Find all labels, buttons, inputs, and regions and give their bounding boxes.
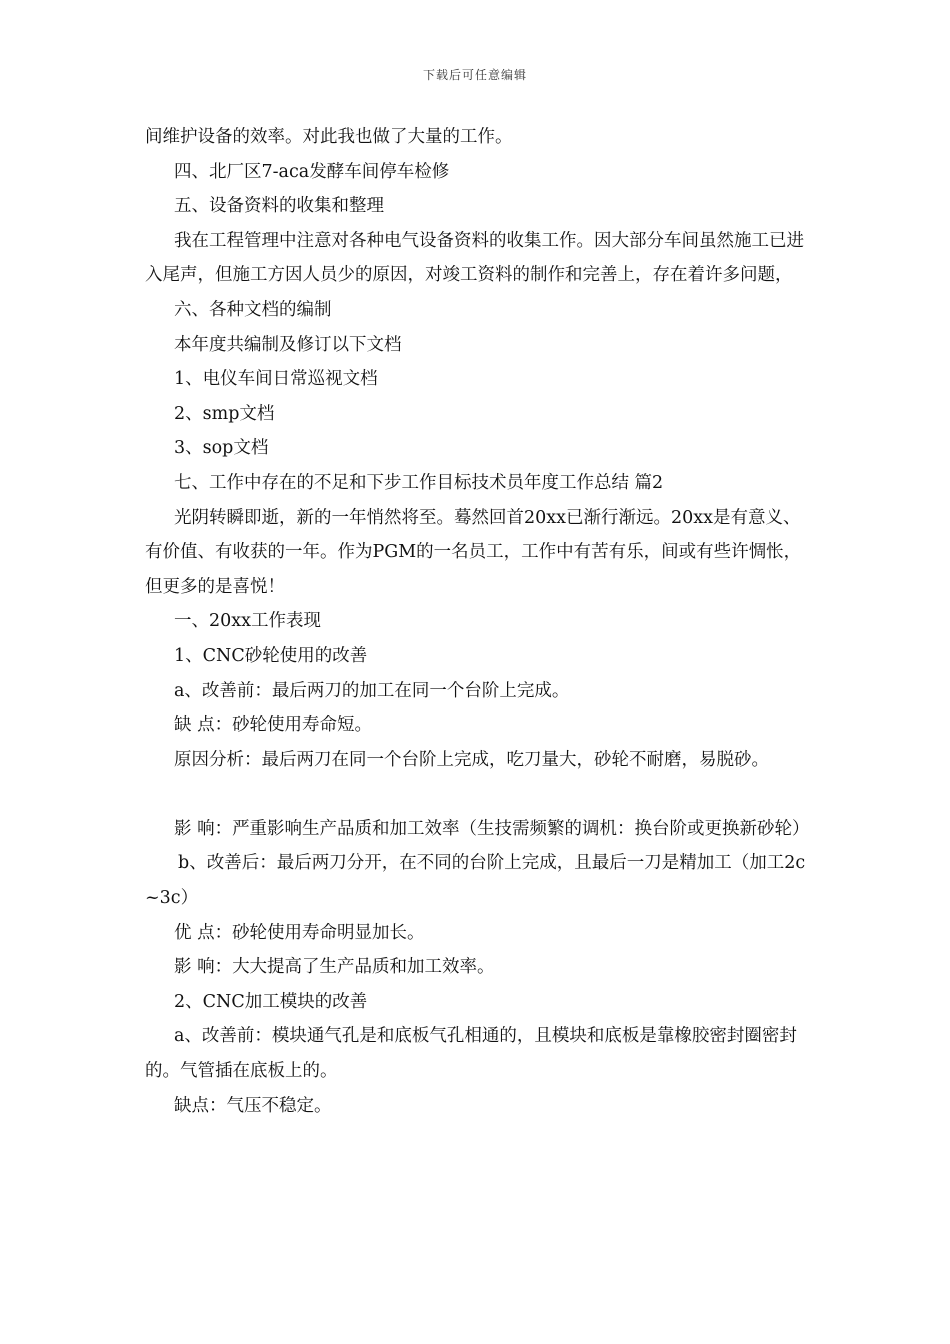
subheading-cnc-module: 2、CNC加工模块的改善 (174, 991, 368, 1012)
section-heading-7: 七、工作中存在的不足和下步工作目标技术员年度工作总结 篇2 (174, 472, 664, 493)
page-header: 下载后可任意编辑 (422, 68, 527, 82)
section-heading-performance: 一、20xx工作表现 (174, 611, 322, 632)
paragraph-before-improvement-module: a、改善前：模块通气孔是和底板气孔相通的，且模块和底板是靠橡胶密封圈密封的。气管插在底板上的。 (145, 1026, 797, 1082)
paragraph-1: 间维护设备的效率。对此我也做了大量的工作。 (145, 127, 513, 147)
document-body (145, 120, 817, 1123)
blank-line (145, 777, 817, 812)
paragraph-impact-1: 影 响：严重影响生产品质和加工效率（生技需频繁的调机：换台阶或更换新砂轮） (174, 818, 810, 839)
section-heading-5: 五、设备资料的收集和整理 (174, 196, 384, 217)
paragraph-intro-part2: 光阴转瞬即逝，新的一年悄然将至。蓦然回首20xx已渐行渐远。20xx是有意义、有价值、有收获的一年。作为PGM的一名员工，工作中有苦有乐，间或有些许惆怅，但更多的是喜悦！ (145, 507, 802, 597)
paragraph-doc-intro: 本年度共编制及修订以下文档 (174, 334, 402, 355)
paragraph-drawback-1: 缺 点：砂轮使用寿命短。 (174, 715, 373, 736)
list-item-doc-1: 1、电仪车间日常巡视文档 (174, 369, 378, 390)
paragraph-impact-2: 影 响：大大提高了生产品质和加工效率。 (174, 957, 495, 978)
paragraph-equipment-data: 我在工程管理中注意对各种电气设备资料的收集工作。因大部分车间虽然施工已进入尾声，但施工方因人员少的原因，对竣工资料的制作和完善上，存在着许多问题， (145, 230, 804, 286)
section-heading-6: 六、各种文档的编制 (174, 299, 332, 320)
paragraph-advantage: 优 点：砂轮使用寿命明显加长。 (174, 922, 425, 943)
paragraph-after-improvement-b: b、改善后：最后两刀分开，在不同的台阶上完成，且最后一刀是精加工（加工2c~3c） (145, 853, 806, 909)
paragraph-cause-analysis: 原因分析：最后两刀在同一个台阶上完成，吃刀量大，砂轮不耐磨，易脱砂。 (174, 749, 769, 770)
paragraph-before-improvement-a: a、改善前：最后两刀的加工在同一个台阶上完成。 (174, 680, 570, 701)
paragraph-drawback-2: 缺点：气压不稳定。 (174, 1095, 332, 1116)
list-item-doc-2: 2、smp文档 (174, 403, 275, 424)
list-item-doc-3: 3、sop文档 (174, 438, 269, 459)
subheading-cnc-wheel: 1、CNC砂轮使用的改善 (174, 645, 368, 666)
section-heading-4: 四、北厂区7-aca发酵车间停车检修 (174, 161, 450, 182)
